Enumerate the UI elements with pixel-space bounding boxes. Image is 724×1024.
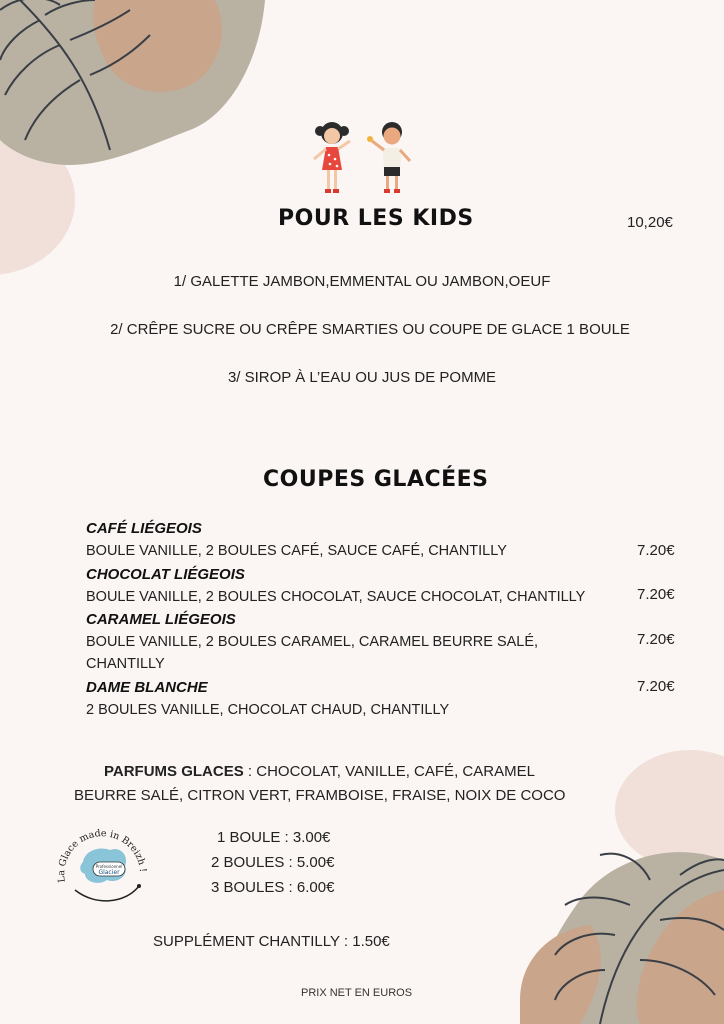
item-price-chocolat: 7.20€ [637,586,675,603]
item-desc-caramel: BOULE VANILLE, 2 BOULES CARAMEL, CARAMEL BEURRE SALÉ, CHANTILLY [86,634,539,672]
kids-illustration [300,115,425,200]
supplement-chantilly: SUPPLÉMENT CHANTILLY : 1.50€ [153,933,390,950]
item-price-cafe: 7.20€ [637,542,675,559]
item-name-dame-blanche: DAME BLANCHE [86,679,208,696]
kids-line-3: 3/ SIROP À L’EAU OU JUS DE POMME [227,369,497,386]
footer-prix-net: PRIX NET EN EUROS [301,987,413,999]
parfums-label: PARFUMS GLACES [104,763,244,780]
parfums-line-1 [104,763,535,780]
item-name-caramel: CARAMEL LIÉGEOIS [86,611,236,628]
kids-title: POUR LES KIDS [278,206,474,231]
item-desc-dame-blanche: 2 BOULES VANILLE, CHOCOLAT CHAUD, CHANTILLY [86,702,450,718]
kids-price: 10,20€ [627,214,673,231]
logo-badge-main: Glacier [98,869,120,876]
kids-line-2: 2/ CRÊPE SUCRE OU CRÊPE SMARTIES OU COUPE DE GLACE 1 BOULE [110,321,630,338]
item-name-chocolat: CHOCOLAT LIÉGEOIS [86,566,245,583]
boules-3: 3 BOULES : 6.00€ [211,879,335,896]
boules-2: 2 BOULES : 5.00€ [211,854,335,871]
item-desc-chocolat: BOULE VANILLE, 2 BOULES CHOCOLAT, SAUCE CHOCOLAT, CHANTILLY [86,589,586,605]
item-price-caramel: 7.20€ [637,631,675,648]
item-name-cafe: CAFÉ LIÉGEOIS [86,520,202,537]
coupes-title: COUPES GLACÉES [263,467,489,492]
glacier-logo [55,820,150,905]
parfums-list-1: : CHOCOLAT, VANILLE, CAFÉ, CARAMEL [243,763,535,780]
logo-arc-text: La Glace made in Breizh ! [56,828,149,884]
parfums-line-2: BEURRE SALÉ, CITRON VERT, FRAMBOISE, FRAISE, NOIX DE COCO [74,787,566,804]
item-desc-cafe: BOULE VANILLE, 2 BOULES CAFÉ, SAUCE CAFÉ, CHANTILLY [86,543,507,559]
logo-badge-top: Professionnel [95,864,123,869]
item-price-dame-blanche: 7.20€ [637,678,675,695]
boules-1: 1 BOULE : 3.00€ [217,829,331,846]
kids-line-1: 1/ GALETTE JAMBON,EMMENTAL OU JAMBON,OEUF [173,273,551,290]
